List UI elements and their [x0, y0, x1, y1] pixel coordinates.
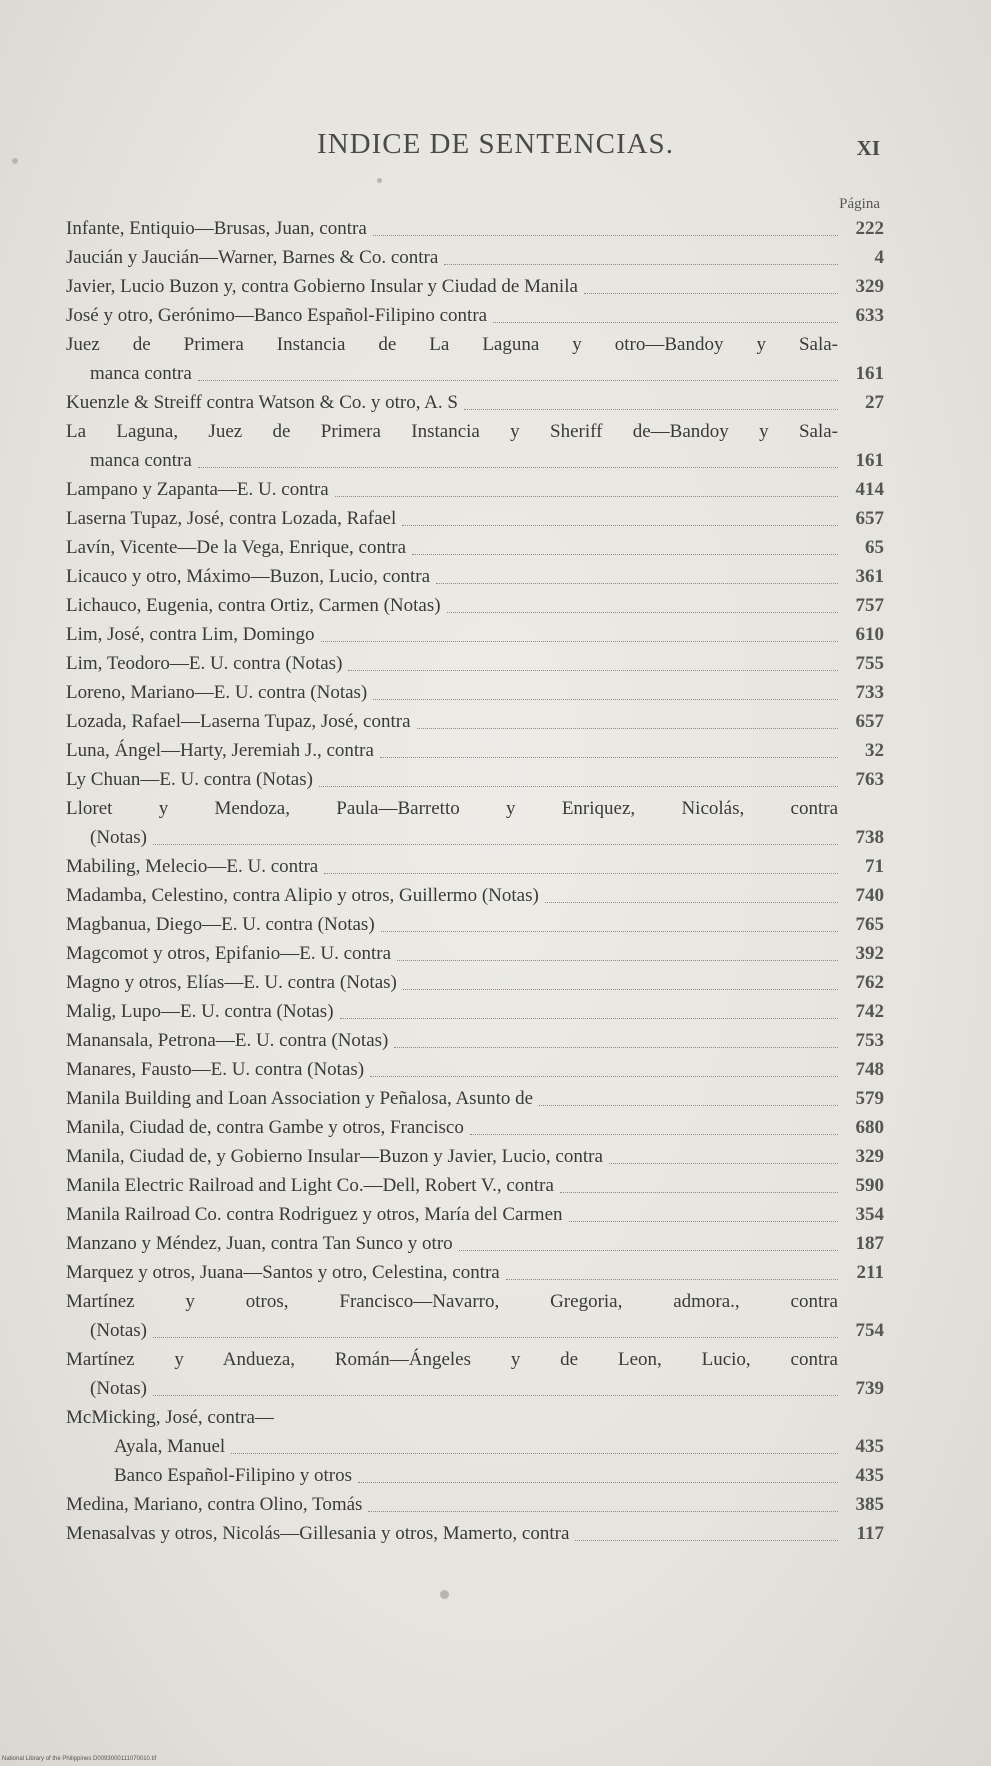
dot-leader [403, 989, 838, 990]
index-entry [66, 272, 884, 301]
entry-text: Lim, Teodoro—E. U. contra (Notas) [66, 653, 343, 674]
entry-text: Juez de Primera Instancia de La Laguna y otro—Bandoy y Sala- [66, 334, 838, 355]
dot-leader [198, 380, 838, 381]
page-number: 633 [855, 305, 884, 326]
entry-text: Kuenzle & Streiff contra Watson & Co. y otro, A. S [66, 392, 458, 413]
entry-line [66, 968, 884, 997]
entry-line [66, 388, 884, 417]
index-entry [66, 1084, 884, 1113]
index-entry [66, 591, 884, 620]
entry-text: Martínez y Andueza, Román—Ángeles y de Leon, Lucio, contra [66, 1349, 838, 1370]
dot-leader [358, 1482, 838, 1483]
page-number: 657 [855, 711, 884, 732]
index-entry [66, 736, 884, 765]
index-entry [66, 301, 884, 330]
page-number: 4 [874, 247, 884, 268]
entry-line [66, 707, 884, 736]
page-folio: XI [856, 136, 880, 160]
entry-line [66, 533, 884, 562]
index-entry [66, 1171, 884, 1200]
entry-text: Laserna Tupaz, José, contra Lozada, Rafael [66, 508, 397, 529]
entry-text: Luna, Ángel—Harty, Jeremiah J., contra [66, 740, 374, 761]
dot-leader [412, 554, 838, 555]
entry-line [66, 910, 884, 939]
dot-leader [335, 496, 838, 497]
index-entry [66, 852, 884, 881]
index-entry [66, 881, 884, 910]
index-entry [66, 678, 884, 707]
dot-leader [321, 641, 838, 642]
index-list [66, 214, 884, 1548]
page-number: 32 [865, 740, 884, 761]
page-number: 27 [865, 392, 884, 413]
page-number: 435 [855, 1436, 884, 1457]
entry-text: Loreno, Mariano—E. U. contra (Notas) [66, 682, 368, 703]
entry-text: Ly Chuan—E. U. contra (Notas) [66, 769, 313, 790]
entry-line [66, 997, 884, 1026]
page-header [0, 128, 991, 168]
entry-text: Manila, Ciudad de, y Gobierno Insular—Buzon y Javier, Lucio, contra [66, 1146, 603, 1167]
index-entry [66, 1287, 884, 1345]
index-entry [66, 417, 884, 475]
entry-line [66, 1084, 884, 1113]
entry-text: Manila, Ciudad de, contra Gambe y otros, Francisco [66, 1117, 464, 1138]
dot-leader [373, 235, 838, 236]
dot-leader [584, 293, 838, 294]
entry-line [66, 1345, 884, 1374]
entry-text: manca contra [90, 363, 192, 384]
entry-line [66, 359, 884, 388]
entry-line [66, 1287, 884, 1316]
index-entry [66, 1229, 884, 1258]
index-entry [66, 939, 884, 968]
dot-leader [436, 583, 838, 584]
entry-text: (Notas) [90, 1378, 147, 1399]
entry-text: (Notas) [90, 827, 147, 848]
page-number: 329 [855, 276, 884, 297]
page-number: 763 [855, 769, 884, 790]
index-entry [66, 1055, 884, 1084]
index-entry [66, 562, 884, 591]
index-entry [66, 475, 884, 504]
entry-line [66, 852, 884, 881]
index-entry [66, 533, 884, 562]
entry-line [66, 736, 884, 765]
ink-speck [377, 178, 382, 183]
index-entry [66, 997, 884, 1026]
entry-text: Magbanua, Diego—E. U. contra (Notas) [66, 914, 375, 935]
index-entry [66, 707, 884, 736]
page-number: 733 [855, 682, 884, 703]
dot-leader [459, 1250, 838, 1251]
page-number: 211 [856, 1262, 884, 1283]
dot-leader [560, 1192, 838, 1193]
entry-line [66, 765, 884, 794]
entry-text: Lozada, Rafael—Laserna Tupaz, José, contra [66, 711, 411, 732]
entry-line [66, 504, 884, 533]
page-number: 755 [855, 653, 884, 674]
entry-line [66, 1113, 884, 1142]
entry-line [66, 446, 884, 475]
entry-text: Licauco y otro, Máximo—Buzon, Lucio, contra [66, 566, 431, 587]
index-entry [66, 794, 884, 852]
entry-line [66, 1055, 884, 1084]
page-number: 385 [855, 1494, 884, 1515]
page-number: 579 [855, 1088, 884, 1109]
page-number: 71 [865, 856, 884, 877]
dot-leader [340, 1018, 838, 1019]
index-entry [66, 1142, 884, 1171]
entry-text: Madamba, Celestino, contra Alipio y otros, Guillermo (Notas) [66, 885, 539, 906]
entry-line [66, 214, 884, 243]
page-number: 354 [855, 1204, 884, 1225]
dot-leader [569, 1221, 838, 1222]
entry-line [66, 678, 884, 707]
page-number: 757 [855, 595, 884, 616]
index-entry [66, 765, 884, 794]
index-entry [66, 1345, 884, 1403]
entry-text: Banco Español-Filipino y otros [114, 1465, 353, 1486]
index-entry [66, 1461, 884, 1490]
entry-line [66, 1316, 884, 1345]
index-entry [66, 1258, 884, 1287]
page-number: 161 [855, 450, 884, 471]
entry-text: Lloret y Mendoza, Paula—Barretto y Enriquez, Nicolás, contra [66, 798, 838, 819]
entry-text: Lim, José, contra Lim, Domingo [66, 624, 315, 645]
page-number: 161 [855, 363, 884, 384]
dot-leader [464, 409, 838, 410]
page-number: 753 [855, 1030, 884, 1051]
entry-text: Javier, Lucio Buzon y, contra Gobierno Insular y Ciudad de Manila [66, 276, 578, 297]
page-number: 748 [855, 1059, 884, 1080]
dot-leader [447, 612, 838, 613]
entry-text: Jaucián y Jaucián—Warner, Barnes & Co. contra [66, 247, 439, 268]
page-number: 222 [855, 218, 884, 239]
page-number: 610 [855, 624, 884, 645]
dot-leader [348, 670, 838, 671]
pagina-column-label: Página [839, 196, 880, 212]
entry-line [66, 823, 884, 852]
entry-line [66, 939, 884, 968]
dot-leader [153, 1395, 838, 1396]
entry-line [66, 1026, 884, 1055]
entry-line [66, 1171, 884, 1200]
page-number: 739 [855, 1378, 884, 1399]
entry-line [66, 330, 884, 359]
entry-text: Marquez y otros, Juana—Santos y otro, Celestina, contra [66, 1262, 500, 1283]
index-entry [66, 1200, 884, 1229]
page-number: 657 [855, 508, 884, 529]
entry-text: Manila Electric Railroad and Light Co.—Dell, Robert V., contra [66, 1175, 554, 1196]
entry-line [66, 1200, 884, 1229]
page-number: 680 [855, 1117, 884, 1138]
ink-speck [440, 1590, 449, 1599]
page-number: 590 [855, 1175, 884, 1196]
dot-leader [373, 699, 838, 700]
index-entry [66, 649, 884, 678]
entry-text: Magno y otros, Elías—E. U. contra (Notas) [66, 972, 397, 993]
entry-line [66, 475, 884, 504]
index-entry [66, 620, 884, 649]
entry-text: Martínez y otros, Francisco—Navarro, Gregoria, admora., contra [66, 1291, 838, 1312]
entry-text: Manila Railroad Co. contra Rodriguez y otros, María del Carmen [66, 1204, 563, 1225]
entry-line [66, 1229, 884, 1258]
index-entry [66, 968, 884, 997]
dot-leader [198, 467, 838, 468]
dot-leader [380, 757, 838, 758]
entry-text: Magcomot y otros, Epifanio—E. U. contra [66, 943, 392, 964]
entry-text: Menasalvas y otros, Nicolás—Gillesania y otros, Mamerto, contra [66, 1523, 570, 1544]
dot-leader [444, 264, 838, 265]
entry-line [66, 272, 884, 301]
dot-leader [402, 525, 838, 526]
page-number: 117 [856, 1523, 884, 1544]
entry-text: Mabiling, Melecio—E. U. contra [66, 856, 319, 877]
entry-line [66, 1403, 884, 1432]
entry-text: Lichauco, Eugenia, contra Ortiz, Carmen (Notas) [66, 595, 441, 616]
entry-line [66, 1142, 884, 1171]
entry-line [66, 1461, 884, 1490]
page-number: 329 [855, 1146, 884, 1167]
entry-line [66, 649, 884, 678]
entry-text: Manila Building and Loan Association y Peñalosa, Asunto de [66, 1088, 534, 1109]
dot-leader [575, 1540, 838, 1541]
index-entry [66, 1026, 884, 1055]
dot-leader [324, 873, 838, 874]
page-number: 65 [865, 537, 884, 558]
dot-leader [153, 844, 838, 845]
dot-leader [319, 786, 838, 787]
dot-leader [381, 931, 838, 932]
entry-line [66, 1258, 884, 1287]
dot-leader [539, 1105, 838, 1106]
page-number: 738 [855, 827, 884, 848]
index-entry [66, 1519, 884, 1548]
entry-text: Malig, Lupo—E. U. contra (Notas) [66, 1001, 334, 1022]
page-number: 414 [855, 479, 884, 500]
entry-text: Lampano y Zapanta—E. U. contra [66, 479, 329, 500]
entry-line [66, 243, 884, 272]
index-entry [66, 910, 884, 939]
entry-text: La Laguna, Juez de Primera Instancia y Sheriff de—Bandoy y Sala- [66, 421, 838, 442]
entry-text: Manares, Fausto—E. U. contra (Notas) [66, 1059, 365, 1080]
dot-leader [470, 1134, 838, 1135]
dot-leader [370, 1076, 838, 1077]
entry-line [66, 620, 884, 649]
page-number: 765 [855, 914, 884, 935]
entry-text: José y otro, Gerónimo—Banco Español-Filipino contra [66, 305, 488, 326]
page-number: 187 [855, 1233, 884, 1254]
entry-text: Manansala, Petrona—E. U. contra (Notas) [66, 1030, 389, 1051]
entry-line [66, 881, 884, 910]
dot-leader [394, 1047, 838, 1048]
entry-line [66, 1374, 884, 1403]
page-number: 740 [855, 885, 884, 906]
index-entry [66, 243, 884, 272]
entry-text: manca contra [90, 450, 192, 471]
index-entry [66, 1490, 884, 1519]
entry-text: Ayala, Manuel [114, 1436, 226, 1457]
page-number: 361 [855, 566, 884, 587]
page-title: INDICE DE SENTENCIAS. [317, 128, 674, 160]
dot-leader [493, 322, 838, 323]
entry-line [66, 301, 884, 330]
index-entry [66, 1113, 884, 1142]
dot-leader [609, 1163, 838, 1164]
dot-leader [545, 902, 838, 903]
scan-credit: National Library of the Philippines D0093000111070010.tif [2, 1756, 157, 1762]
dot-leader [506, 1279, 838, 1280]
entry-line [66, 417, 884, 446]
entry-line [66, 562, 884, 591]
entry-line [66, 1432, 884, 1461]
page-number: 392 [855, 943, 884, 964]
page-number: 762 [855, 972, 884, 993]
entry-text: Manzano y Méndez, Juan, contra Tan Sunco y otro [66, 1233, 453, 1254]
dot-leader [368, 1511, 838, 1512]
entry-line [66, 1519, 884, 1548]
page-number: 742 [855, 1001, 884, 1022]
entry-line [66, 591, 884, 620]
index-entry [66, 504, 884, 533]
page-number: 435 [855, 1465, 884, 1486]
index-entry [66, 388, 884, 417]
entry-text: McMicking, José, contra— [66, 1407, 274, 1428]
index-entry [66, 330, 884, 388]
entry-line [66, 794, 884, 823]
dot-leader [417, 728, 838, 729]
index-entry [66, 214, 884, 243]
page-number: 754 [855, 1320, 884, 1341]
entry-text: Lavín, Vicente—De la Vega, Enrique, contra [66, 537, 407, 558]
index-entry [66, 1403, 884, 1432]
entry-text: Infante, Entiquio—Brusas, Juan, contra [66, 218, 367, 239]
entry-line [66, 1490, 884, 1519]
entry-text: (Notas) [90, 1320, 147, 1341]
dot-leader [153, 1337, 838, 1338]
dot-leader [231, 1453, 838, 1454]
index-entry [66, 1432, 884, 1461]
dot-leader [397, 960, 838, 961]
entry-text: Medina, Mariano, contra Olino, Tomás [66, 1494, 363, 1515]
